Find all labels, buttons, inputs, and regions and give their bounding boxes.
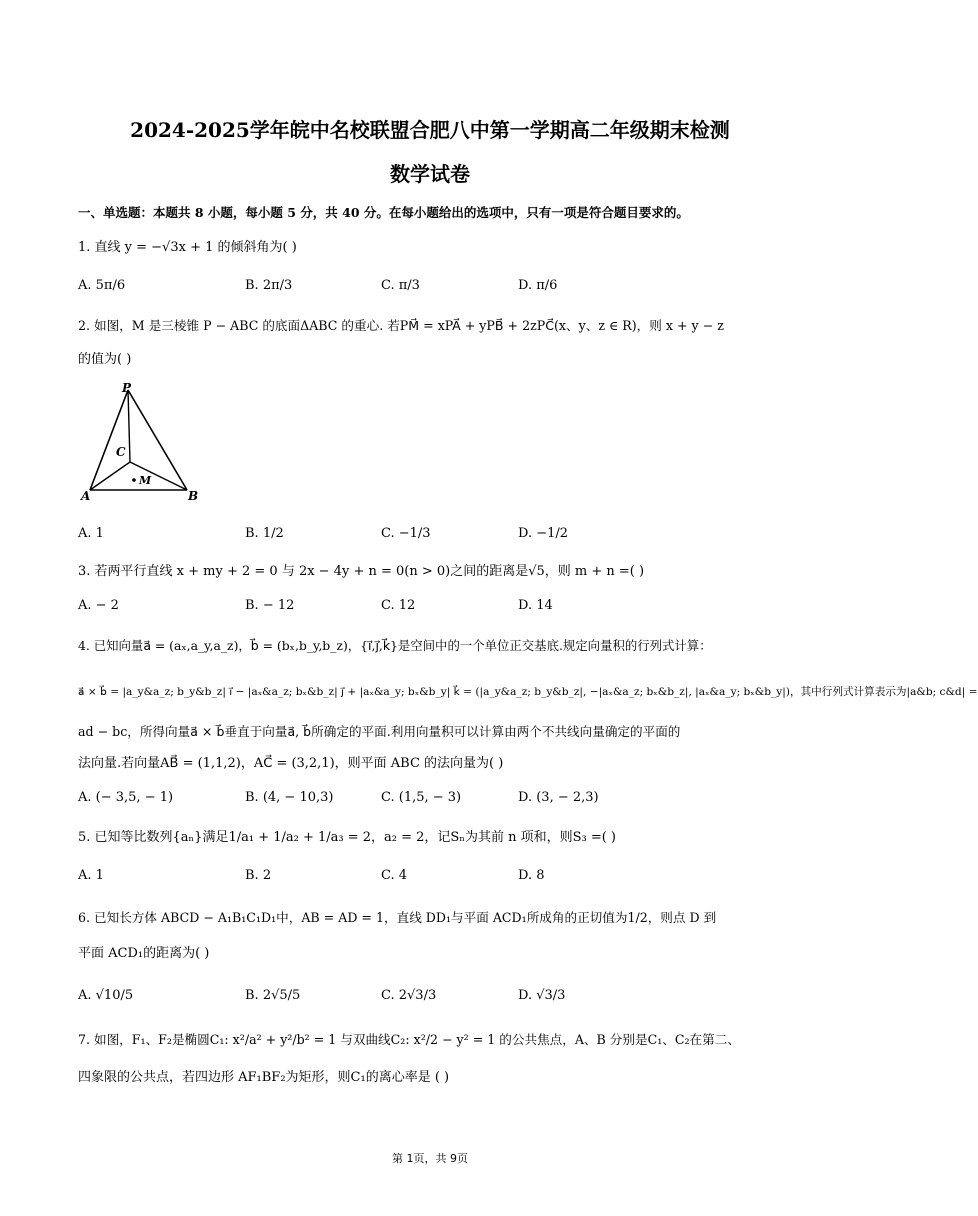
question-4-options (78, 788, 788, 810)
page-footer: 第 1页，共 9页 (392, 1152, 468, 1165)
option-d: D. (3, − 2,3) (518, 790, 599, 805)
option-d: D. 8 (518, 868, 545, 883)
option-b: B. 2√5/5 (245, 988, 301, 1003)
question-2-stem-line1: 2. 如图，M 是三棱锥 P − ABC 的底面ΔABC 的重心. 若PM⃗ = xPA⃗ + yPB⃗ + 2zPC⃗(x、y、z ∈ R)，则 x + y − z (78, 318, 724, 333)
label-c: C (116, 445, 126, 459)
question-3-options (78, 596, 788, 618)
option-a: A. (− 3,5, − 1) (78, 790, 174, 805)
option-a: A. − 2 (78, 598, 119, 613)
question-4-stem-line3: ad − bc，所得向量a⃗ × b⃗垂直于向量a⃗, b⃗所确定的平面.利用向量积可以计算由两个不共线向量确定的平面的 (78, 724, 681, 739)
question-2-options (78, 524, 788, 546)
option-c: C. (1,5, − 3) (381, 790, 462, 805)
label-m: M (139, 474, 152, 487)
label-a: A (81, 489, 91, 503)
option-a: A. 5π/6 (78, 278, 126, 293)
exam-subtitle: 数学试卷 (390, 162, 470, 186)
question-7-stem-line2: 四象限的公共点，若四边形 AF₁BF₂为矩形，则C₁的离心率是 ( ) (78, 1070, 450, 1085)
option-c: C. 2√3/3 (381, 988, 437, 1003)
option-b: B. 2π/3 (245, 278, 293, 293)
option-c: C. −1/3 (381, 526, 431, 541)
label-b: B (188, 489, 199, 503)
option-c: C. 12 (381, 598, 416, 613)
question-5-options (78, 866, 788, 888)
option-d: D. √3/3 (518, 988, 566, 1003)
option-b: B. (4, − 10,3) (245, 790, 334, 805)
question-3-stem: 3. 若两平行直线 x + my + 2 = 0 与 2x − 4y + n = 0(n > 0)之间的距离是√5，则 m + n =( ) (78, 564, 645, 579)
question-1-stem: 1. 直线 y = −√3x + 1 的倾斜角为( ) (78, 240, 297, 255)
option-c: C. π/3 (381, 278, 420, 293)
label-p: P (122, 381, 132, 395)
option-d: D. π/6 (518, 278, 558, 293)
option-a: A. 1 (78, 526, 104, 541)
tetrahedron-diagram (80, 380, 210, 505)
tetrahedron-figure (80, 380, 210, 505)
question-2-stem-line2: 的值为( ) (78, 352, 132, 367)
question-6-stem-line2: 平面 ACD₁的距离为( ) (78, 946, 210, 961)
option-a: A. 1 (78, 868, 104, 883)
option-c: C. 4 (381, 868, 408, 883)
option-a: A. √10/5 (78, 988, 134, 1003)
option-b: B. − 12 (245, 598, 295, 613)
question-4-stem-line4: 法向量.若向量AB⃗ = (1,1,2)，AC⃗ = (3,2,1)，则平面 ABC 的法向量为( ) (78, 756, 504, 771)
question-4-stem-line1: 4. 已知向量a⃗ = (aₓ,a_y,a_z)，b⃗ = (bₓ,b_y,b_z)，{i⃗,j⃗,k⃗}是空间中的一个单位正交基底.规定向量积的行列式计算： (78, 638, 712, 653)
question-1-options (78, 276, 788, 298)
option-d: D. −1/2 (518, 526, 569, 541)
option-b: B. 1/2 (245, 526, 284, 541)
question-7-stem-line1: 7. 如图，F₁、F₂是椭圆C₁: x²/a² + y²/b² = 1 与双曲线C₂: x²/2 − y² = 1 的公共焦点，A、B 分别是C₁、C₂在第二、 (78, 1032, 740, 1047)
section-heading: 一、单选题：本题共 8 小题，每小题 5 分，共 40 分。在每小题给出的选项中，只有一项是符合题目要求的。 (78, 205, 689, 220)
option-d: D. 14 (518, 598, 553, 613)
question-5-stem: 5. 已知等比数列{aₙ}满足1/a₁ + 1/a₂ + 1/a₃ = 2，a₂ = 2，记Sₙ为其前 n 项和，则S₃ =( ) (78, 830, 617, 845)
question-6-stem-line1: 6. 已知长方体 ABCD − A₁B₁C₁D₁中，AB = AD = 1，直线 DD₁与平面 ACD₁所成角的正切值为1/2，则点 D 到 (78, 910, 717, 925)
question-4-stem-line2: a⃗ × b⃗ = |a_y&a_z; b_y&b_z| i⃗ − |aₓ&a_z; bₓ&b_z| j⃗ + |aₓ&a_y; bₓ&b_y| k⃗ = (|a_y&a_z; b_y&b_z|, −|aₓ&a_z; bₓ&b_z|, |aₓ&a_y; bₓ&b_y|)，其中行列式计算表示为|a&b; c&d| = (78, 686, 978, 698)
exam-title: 2024-2025学年皖中名校联盟合肥八中第一学期高二年级期末检测 (130, 118, 730, 142)
option-b: B. 2 (245, 868, 272, 883)
question-6-options (78, 986, 788, 1008)
